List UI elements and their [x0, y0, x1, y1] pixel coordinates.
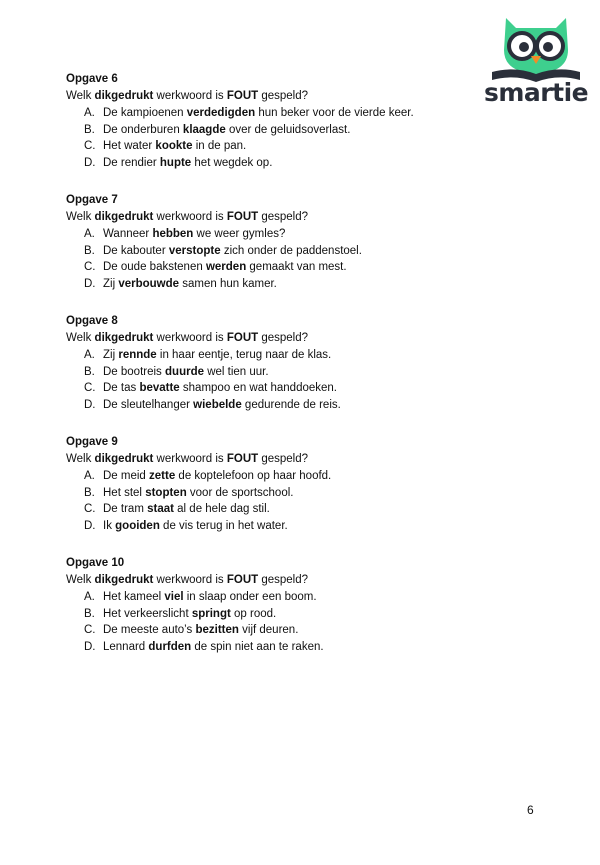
option-text: over de geluidsoverlast. [225, 123, 351, 136]
option-verb: verstopte [168, 244, 221, 257]
exercise-7 [66, 192, 566, 292]
option-verb: bezitten [195, 624, 239, 636]
option-a [84, 105, 566, 122]
option-letter: D. [84, 156, 96, 169]
question-bold: FOUT [226, 90, 259, 102]
exercise-title: Opgave 9 [66, 436, 118, 448]
answer-options [66, 226, 566, 292]
exercise-6 [66, 71, 566, 171]
option-text: De meeste auto’s [103, 624, 196, 636]
option-text: Het kameel [103, 591, 165, 603]
option-verb: wiebelde [193, 398, 242, 411]
option-a [84, 468, 566, 485]
answer-options [66, 105, 566, 171]
option-a [84, 589, 566, 606]
option-text: De tas [103, 382, 140, 394]
question-text: Welk [66, 332, 95, 344]
option-verb: verbouwde [118, 277, 180, 290]
option-verb: durfden [148, 640, 192, 653]
exercise-title: Opgave 10 [66, 557, 125, 569]
question-bold: dikgedrukt [94, 453, 154, 465]
option-verb: werden [205, 261, 247, 273]
option-text: De oude bakstenen [103, 261, 206, 273]
exercise-title: Opgave 8 [66, 315, 118, 327]
option-text: zich onder de paddenstoel. [220, 244, 362, 257]
option-verb: gooiden [115, 519, 160, 532]
option-text: in de pan. [192, 140, 247, 152]
option-d [84, 397, 566, 414]
option-b [84, 122, 566, 139]
option-text: het wegdek op. [191, 156, 273, 169]
option-verb: viel [164, 591, 184, 603]
question-text: werkwoord is [153, 574, 227, 586]
exercise-question [66, 88, 566, 105]
option-text: Lennard [103, 640, 149, 653]
exercise-title: Opgave 7 [66, 194, 118, 206]
option-letter: D. [84, 519, 96, 532]
option-verb: springt [191, 607, 231, 620]
exercise-10 [66, 555, 566, 655]
option-verb: kookte [155, 140, 193, 152]
option-letter: A. [84, 591, 95, 603]
option-text: De kabouter [103, 244, 169, 257]
question-bold: dikgedrukt [94, 211, 154, 223]
option-b [84, 485, 566, 502]
exercise-question [66, 451, 566, 468]
question-text: gespeld? [258, 453, 309, 465]
option-letter: C. [84, 624, 96, 636]
option-letter: A. [84, 228, 95, 240]
option-c [84, 501, 566, 518]
option-text: op rood. [230, 607, 277, 620]
option-text: De rendier [103, 156, 160, 169]
option-text: De bootreis [103, 365, 166, 378]
exercise-question [66, 572, 566, 589]
option-letter: C. [84, 382, 96, 394]
question-text: Welk [66, 453, 95, 465]
question-bold: dikgedrukt [94, 90, 154, 102]
answer-options [66, 468, 566, 534]
question-text: Welk [66, 574, 95, 586]
exercise-question [66, 330, 566, 347]
option-text: Het verkeerslicht [103, 607, 192, 620]
question-bold: dikgedrukt [94, 574, 154, 586]
option-text: hun beker voor de vierde keer. [255, 107, 414, 119]
option-d [84, 276, 566, 293]
option-verb: hebben [152, 228, 194, 240]
option-letter: A. [84, 107, 95, 119]
option-letter: D. [84, 277, 96, 290]
option-letter: B. [84, 123, 95, 136]
option-d [84, 639, 566, 656]
option-text: al de hele dag stil. [173, 503, 270, 515]
option-text: de vis terug in het water. [159, 519, 288, 532]
option-text: De tram [103, 503, 148, 515]
option-text: De meid [103, 470, 150, 482]
exercise-list [66, 71, 566, 676]
page-number: 6 [527, 803, 534, 817]
option-c [84, 259, 566, 276]
option-letter: C. [84, 140, 96, 152]
exercise-question [66, 209, 566, 226]
question-bold: FOUT [226, 574, 259, 586]
question-bold: FOUT [226, 453, 259, 465]
option-text: Het water [103, 140, 156, 152]
option-text: in haar eentje, terug naar de klas. [156, 349, 332, 361]
option-text: wel tien uur. [204, 365, 269, 378]
option-c [84, 380, 566, 397]
option-text: Wanneer [103, 228, 153, 240]
option-d [84, 518, 566, 535]
option-text: gedurende de reis. [241, 398, 341, 411]
option-a [84, 226, 566, 243]
option-d [84, 155, 566, 172]
option-letter: A. [84, 470, 95, 482]
question-text: Welk [66, 90, 95, 102]
option-text: de koptelefoon op haar hoofd. [175, 470, 332, 482]
answer-options [66, 589, 566, 655]
option-b [84, 606, 566, 623]
question-bold: dikgedrukt [94, 332, 154, 344]
option-letter: D. [84, 640, 96, 653]
option-verb: stopten [145, 486, 187, 499]
option-text: gemaakt van mest. [246, 261, 347, 273]
question-text: werkwoord is [153, 211, 227, 223]
option-c [84, 622, 566, 639]
option-letter: A. [84, 349, 95, 361]
option-verb: verdedigden [186, 107, 256, 119]
option-text: voor de sportschool. [186, 486, 294, 499]
question-text: gespeld? [258, 90, 309, 102]
option-text: De onderburen [103, 123, 183, 136]
question-text: werkwoord is [153, 90, 227, 102]
exercise-title: Opgave 6 [66, 73, 118, 85]
question-text: werkwoord is [153, 453, 227, 465]
exercise-9 [66, 434, 566, 534]
option-b [84, 243, 566, 260]
question-text: gespeld? [258, 332, 309, 344]
option-text: vijf deuren. [238, 624, 299, 636]
option-verb: zette [149, 470, 176, 482]
answer-options [66, 347, 566, 413]
question-text: werkwoord is [153, 332, 227, 344]
question-text: Welk [66, 211, 95, 223]
option-letter: D. [84, 398, 96, 411]
option-b [84, 364, 566, 381]
option-verb: klaagde [182, 123, 226, 136]
option-verb: rennde [118, 349, 157, 361]
option-text: shampoo en wat handdoeken. [179, 382, 338, 394]
option-verb: staat [147, 503, 174, 515]
option-text: de spin niet aan te raken. [191, 640, 324, 653]
option-text: De sleutelhanger [103, 398, 194, 411]
option-verb: hupte [159, 156, 192, 169]
option-letter: B. [84, 486, 95, 499]
logo-wordmark: smartie [484, 78, 589, 107]
option-letter: C. [84, 261, 96, 273]
option-a [84, 347, 566, 364]
option-text: samen hun kamer. [179, 277, 277, 290]
question-text: gespeld? [258, 211, 309, 223]
option-verb: duurde [165, 365, 204, 378]
option-text: Ik [103, 519, 116, 532]
option-letter: C. [84, 503, 96, 515]
option-letter: B. [84, 244, 95, 257]
option-text: De kampioenen [103, 107, 187, 119]
question-bold: FOUT [226, 211, 259, 223]
option-text: Het stel [103, 486, 146, 499]
question-bold: FOUT [226, 332, 259, 344]
option-text: we weer gymles? [193, 228, 286, 240]
option-c [84, 138, 566, 155]
option-text: Zij [103, 349, 119, 361]
option-letter: B. [84, 607, 95, 620]
option-text: Zij [103, 277, 119, 290]
option-letter: B. [84, 365, 95, 378]
question-text: gespeld? [258, 574, 309, 586]
option-verb: bevatte [139, 382, 180, 394]
option-text: in slaap onder een boom. [183, 591, 317, 603]
exercise-8 [66, 313, 566, 413]
